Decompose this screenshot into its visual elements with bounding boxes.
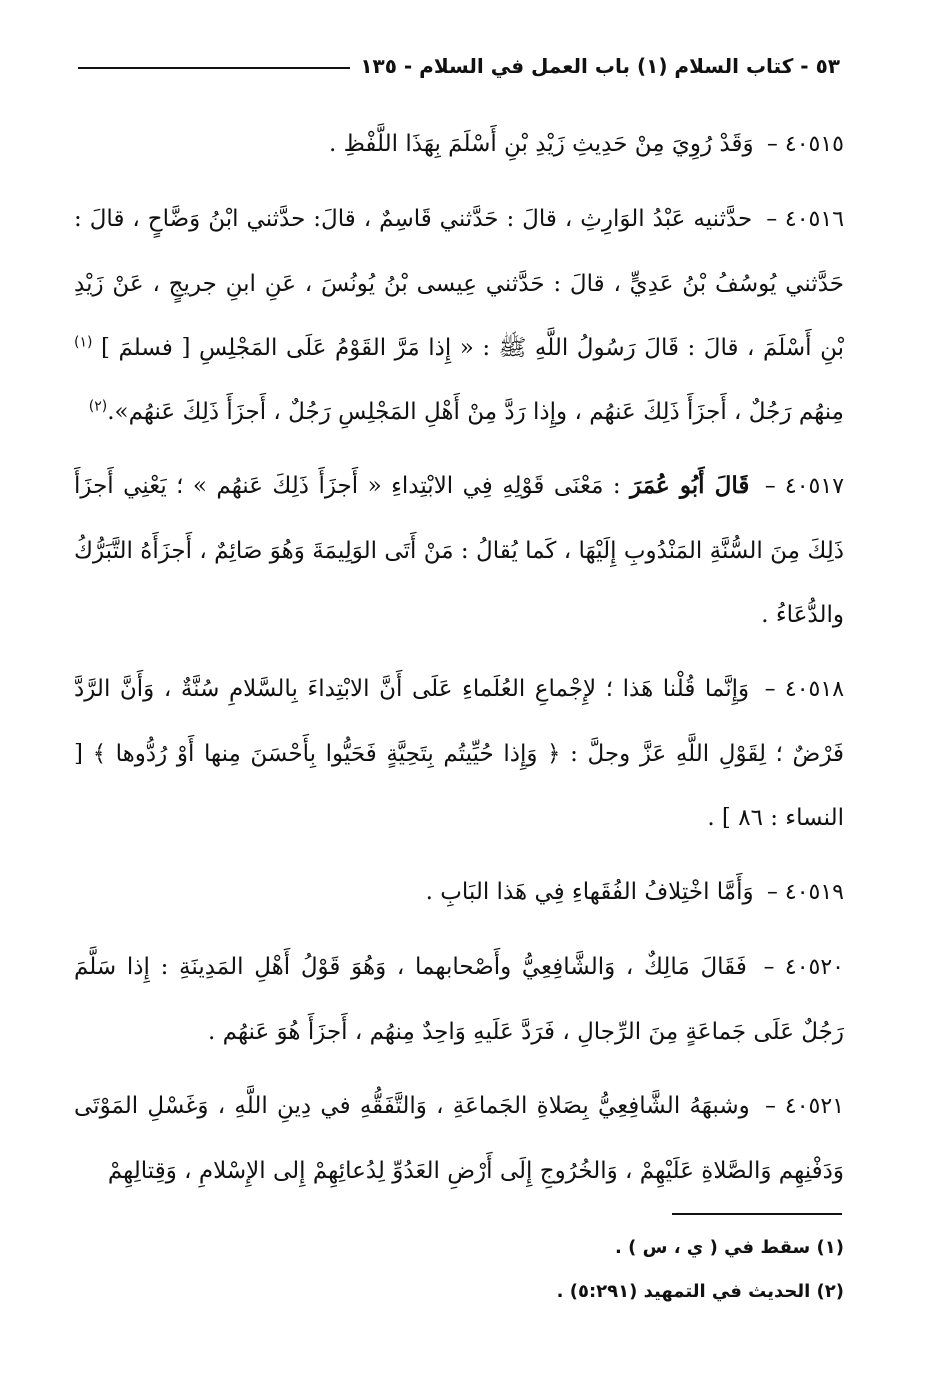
paragraph-40517 — [74, 454, 844, 647]
paragraph-40516 — [74, 187, 844, 444]
paragraph-text: : مَعْنَى قَوْلِهِ فِي الابْتِداءِ « أَجزَأَ ذَلِكَ عَنهُم » ؛ يَعْنِي أَجزَأَ ذَلِكَ مِنَ السُّنَّةِ المَنْدُوبِ إِلَيْهَا ، كَما يُقالُ : مَنْ أَتَى الوَلِيمَةَ وَهُوَ صَائِمٌ ، أَجزَأَهُ التَّبَرُّكُ والدُّعَاءُ . — [74, 473, 844, 628]
footnote-separator — [672, 1213, 842, 1215]
running-title: ٥٣ - كتاب السلام (١) باب العمل في السلام - ١٣٥ — [350, 48, 840, 84]
paragraph-text-continued: مِنهُم رَجُلٌ ، أَجزَأَ ذَلِكَ عَنهُم ، وإِذا رَدَّ مِنْ أَهْلِ المَجْلِسِ رَجُلٌ ، أَجزَأَ ذَلِكَ عَنهُم». — [107, 399, 844, 425]
paragraph-40521 — [74, 1074, 844, 1203]
paragraph-text: فَقَالَ مَالِكٌ ، وَالشَّافِعِيُّ وأَصْحابهما ، وَهُوَ قَوْلُ أَهْلِ المَدِينَةِ : إِذا سَلَّمَ رَجُلٌ عَلَى جَماعَةٍ مِنَ الرِّجالِ ، فَرَدَّ عَلَيهِ وَاحِدٌ مِنهُم ، أَجزَأَ هُوَ عَنهُم . — [74, 954, 844, 1045]
footnote-ref-1[interactable]: (١) — [74, 334, 93, 351]
footnotes — [74, 1226, 844, 1314]
paragraph-number: ٤٠٥١٦ – — [766, 207, 845, 232]
paragraph-text: حدَّثنيه عَبْدُ الوَارِثِ ، قالَ : حَدَّثني قَاسِمٌ ، قالَ: حدَّثني ابْنُ وَضَّاحٍ ، قالَ : حَدَّثني يُوسُفُ بْنُ عَدِيٍّ ، قالَ : حَدَّثني عِيسى بْنُ يُونُسَ ، عَنِ ابنِ جريجٍ ، عَنْ زَيْدِ بْنِ أَسْلَمَ ، قالَ : قَالَ رَسُولُ اللَّهِ ﷺ : « إِذا مَرَّ القَوْمُ عَلَى المَجْلِسِ [ فسلمَ ] — [74, 206, 844, 361]
paragraph-text: وَقَدْ رُوِيَ مِنْ حَدِيثِ زَيْدِ بْنِ أَسْلَمَ بِهَذَا اللَّفْظِ . — [328, 131, 754, 157]
paragraph-number: ٤٠٥١٥ – — [766, 132, 844, 157]
page-header — [78, 48, 840, 88]
footnote-ref-2[interactable]: (٢) — [88, 398, 108, 415]
paragraph-number: ٤٠٥٢٠ – — [763, 955, 844, 980]
paragraph-number: ٤٠٥١٨ – — [764, 677, 845, 702]
paragraph-40518 — [74, 657, 844, 850]
verse-citation: [ النساء : ٨٦ ] . — [74, 741, 844, 831]
paragraph-text: وشبهَهُ الشَّافِعِيُّ بِصَلاةِ الجَماعَةِ ، وَالتَّفَقُّهِ في دِينِ اللَّهِ ، وَغَسْلِ المَوْتَى وَدَفْنِهِم وَالصَّلاةِ عَلَيْهِمْ ، وَالخُرُوجِ إِلَى أَرْضِ العَدُوِّ لِدُعائِهِمْ إِلى الإِسْلامِ ، وَقِتالِهِمْ — [74, 1093, 844, 1184]
paragraph-40519 — [74, 860, 844, 925]
speaker-name: قَالَ أَبُو عُمَرَ — [630, 472, 750, 499]
paragraph-40515 — [74, 112, 844, 177]
quran-verse: ﴿ وَإِذا حُيِّيتُم بِتَحِيَّةٍ فَحَيُّوا بِأَحْسَنَ مِنها أَوْ رُدُّوها ﴾ — [92, 741, 561, 767]
paragraph-text: وَإِنَّما قُلْنا هَذا ؛ لإِجْماعِ العُلَماءِ عَلَى أَنَّ الابْتِداءَ بِالسَّلامِ سُنَّةٌ ، وَأَنَّ الرَّدَّ فَرْضٌ ؛ لِقَوْلِ اللَّهِ عَزَّ وجلَّ : — [74, 676, 845, 767]
paragraph-number: ٤٠٥١٧ – — [764, 474, 845, 499]
paragraph-text: وَأَمَّا اخْتِلافُ الفُقَهاءِ فِي هَذا البَابِ . — [425, 879, 754, 905]
paragraph-40520 — [74, 935, 844, 1064]
footnote-2: (٢) الحديث في التمهيد (٥:٢٩١) . — [556, 1281, 844, 1302]
paragraph-number: ٤٠٥٢١ – — [764, 1094, 845, 1119]
main-text — [74, 112, 844, 1213]
footnote-1: (١) سقط في ( ي ، س ) . — [615, 1237, 844, 1258]
paragraph-number: ٤٠٥١٩ – — [766, 880, 844, 905]
